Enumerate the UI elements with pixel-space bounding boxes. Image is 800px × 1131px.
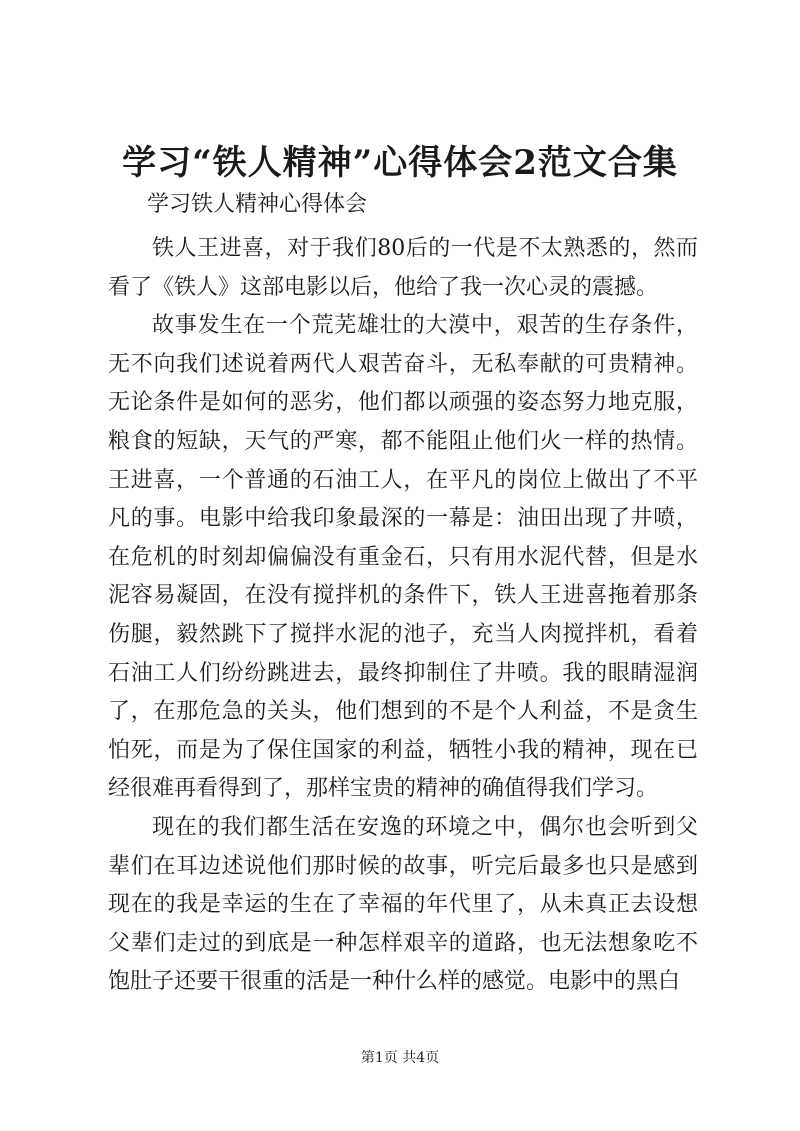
document-title: 学习“铁人精神”心得体会2范文合集 (122, 143, 678, 183)
paragraph: 铁人王进喜，对于我们80后的一代是不太熟悉的，然而看了《铁人》这部电影以后，他给了我一次心灵的震撼。 (108, 236, 698, 300)
paragraph: 现在的我们都生活在安逸的环境之中，偶尔也会听到父辈们在耳边述说他们那时候的故事，听完后最多也只是感到现在的我是幸运的生在了幸福的年代里了，从未真正去设想父辈们走过的到底是一种怎样艰辛的道路，也无法想象吃不饱肚子还要干很重的活是一种什么样的感觉。电影中的黑白 (108, 814, 698, 995)
document-body (108, 230, 698, 1002)
paragraph: 故事发生在一个荒芜雄壮的大漠中，艰苦的生存条件，无不向我们述说着两代人艰苦奋斗，无私奉献的可贵精神。无论条件是如何的恶劣，他们都以顽强的姿态努力地克服，粮食的短缺，天气的严寒，都不能阻止他们火一样的热情。王进喜，一个普通的石油工人，在平凡的岗位上做出了不平凡的事。电影中给我印象最深的一幕是：油田出现了井喷，在危机的时刻却偏偏没有重金石，只有用水泥代替，但是水泥容易凝固，在没有搅拌机的条件下，铁人王进喜拖着那条伤腿，毅然跳下了搅拌水泥的池子，充当人肉搅拌机，看着石油工人们纷纷跳进去，最终抑制住了井喷。我的眼睛湿润了，在那危急的关头，他们想到的不是个人利益，不是贪生怕死，而是为了保住国家的利益，牺牲小我的精神，现在已经很难再看得到了，那样宝贵的精神的确值得我们学习。 (108, 313, 698, 802)
document-subtitle: 学习铁人精神心得体会 (147, 192, 368, 217)
page-footer: 第1页 共4页 (360, 1050, 440, 1066)
